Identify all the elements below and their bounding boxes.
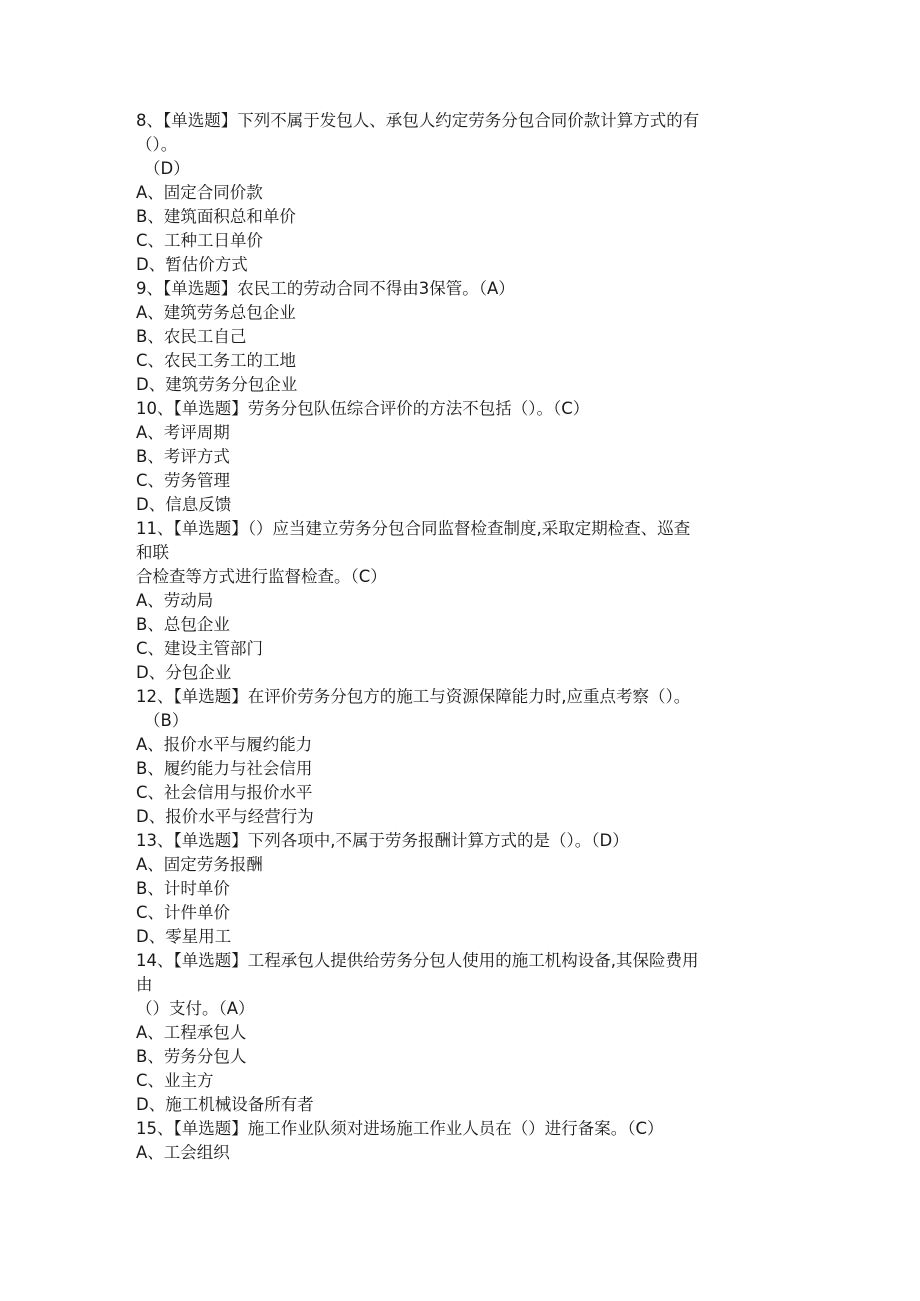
text-line: （）。: [136, 135, 178, 154]
text-line: A、工程承包人: [136, 1023, 247, 1042]
text-line: 10、【单选题】劳务分包队伍综合评价的方法不包括（）。（C）: [136, 399, 590, 418]
text-line: A、劳动局: [136, 591, 214, 610]
text-line: 14、【单选题】工程承包人提供给劳务分包人使用的施工机构设备,其保险费用: [136, 951, 699, 970]
text-line: D、信息反馈: [136, 495, 232, 514]
text-line: B、计时单价: [136, 879, 230, 898]
text-line: C、业主方: [136, 1071, 214, 1090]
text-line: D、建筑劳务分包企业: [136, 375, 298, 394]
text-line: A、固定劳务报酬: [136, 855, 263, 874]
text-line: A、考评周期: [136, 423, 230, 442]
text-line: 由: [136, 975, 153, 994]
text-line: B、总包企业: [136, 615, 230, 634]
text-line: C、工种工日单价: [136, 231, 264, 250]
text-line: D、施工机械设备所有者: [136, 1095, 314, 1114]
text-line: A、固定合同价款: [136, 183, 263, 202]
text-line: B、建筑面积总和单价: [136, 207, 296, 226]
text-line: 11、【单选题】（）应当建立劳务分包合同监督检查制度,采取定期检查、巡查: [136, 519, 691, 538]
text-line: B、劳务分包人: [136, 1047, 247, 1066]
text-line: C、劳务管理: [136, 471, 231, 490]
text-line: D、报价水平与经营行为: [136, 807, 314, 826]
text-line: 9、【单选题】农民工的劳动合同不得由3保管。（A）: [136, 279, 515, 298]
text-line: B、履约能力与社会信用: [136, 759, 313, 778]
text-line: C、计件单价: [136, 903, 231, 922]
text-line: 13、【单选题】下列各项中,不属于劳务报酬计算方式的是（）。（D）: [136, 831, 629, 850]
text-line: （D）: [144, 159, 190, 178]
text-line: （B）: [144, 711, 189, 730]
text-line: A、建筑劳务总包企业: [136, 303, 296, 322]
text-line: 8、【单选题】下列不属于发包人、承包人约定劳务分包合同价款计算方式的有: [136, 111, 700, 130]
text-line: C、建设主管部门: [136, 639, 264, 658]
question-list: [136, 109, 786, 1165]
text-line: D、分包企业: [136, 663, 232, 682]
text-line: C、农民工务工的工地: [136, 351, 297, 370]
text-line: （）支付。（A）: [136, 999, 255, 1018]
text-line: D、暂估价方式: [136, 255, 248, 274]
text-line: C、社会信用与报价水平: [136, 783, 313, 802]
text-line: A、工会组织: [136, 1143, 230, 1162]
text-line: B、农民工自己: [136, 327, 247, 346]
text-line: D、零星用工: [136, 927, 232, 946]
text-line: 合检查等方式进行监督检查。（C）: [136, 567, 387, 586]
text-line: 和联: [136, 543, 169, 562]
text-line: 12、【单选题】在评价劳务分包方的施工与资源保障能力时,应重点考察（）。: [136, 687, 691, 706]
text-line: B、考评方式: [136, 447, 230, 466]
text-line: 15、【单选题】施工作业队须对进场施工作业人员在（）进行备案。（C）: [136, 1119, 664, 1138]
text-line: A、报价水平与履约能力: [136, 735, 313, 754]
